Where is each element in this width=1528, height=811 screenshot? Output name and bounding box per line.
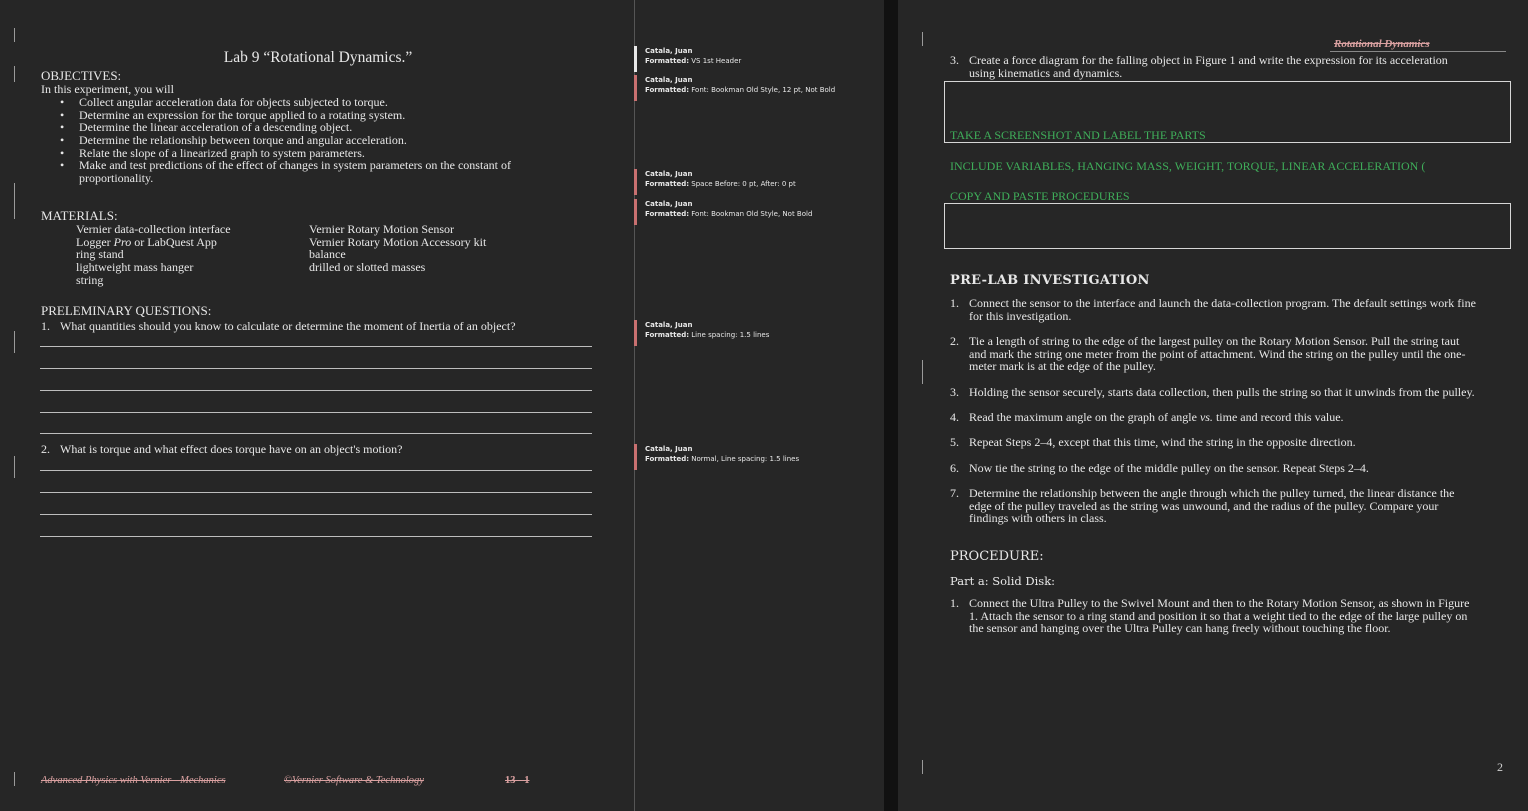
material-item: drilled or slotted masses bbox=[309, 260, 426, 274]
page-number: 2 bbox=[1497, 760, 1503, 774]
material-item: Vernier data-collection interface bbox=[76, 222, 231, 236]
answer-box[interactable] bbox=[944, 203, 1511, 249]
question-number: 2. bbox=[41, 442, 50, 456]
instruction-note: COPY AND PASTE PROCEDURES bbox=[950, 189, 1130, 203]
objective-item: Determine the relationship between torque and angular acceleration. bbox=[79, 133, 407, 147]
material-item: Vernier Rotary Motion Accessory kit bbox=[309, 235, 487, 249]
formatting-balloon[interactable] bbox=[634, 169, 874, 195]
objective-item: Collect angular acceleration data for objects subjected to torque. bbox=[79, 95, 388, 109]
list-item: Connect the sensor to the interface and launch the data-collection program. The default settings work fine for this investigation. bbox=[969, 296, 1476, 323]
list-number: 3. bbox=[950, 53, 959, 67]
formatting-balloon[interactable] bbox=[634, 46, 874, 72]
objective-item: Relate the slope of a linearized graph to system parameters. bbox=[79, 146, 365, 160]
page-corner-mark bbox=[922, 32, 923, 46]
balloon-detail: Formatted: VS 1st Header bbox=[645, 57, 742, 65]
change-bar bbox=[14, 456, 15, 478]
list-number: 7. bbox=[950, 486, 959, 500]
list-number: 2. bbox=[950, 334, 959, 348]
page-corner-mark bbox=[14, 28, 15, 42]
balloon-author: Catala, Juan bbox=[645, 200, 693, 208]
formatting-balloon[interactable] bbox=[634, 199, 874, 225]
objectives-heading: OBJECTIVES: bbox=[41, 68, 122, 83]
answer-line[interactable] bbox=[40, 536, 592, 537]
answer-line[interactable] bbox=[40, 390, 592, 391]
objective-item: proportionality. bbox=[79, 171, 154, 185]
answer-line[interactable] bbox=[40, 412, 592, 413]
balloon-detail: Formatted: Normal, Line spacing: 1.5 lines bbox=[645, 455, 800, 463]
prelab-heading: PRE-LAB INVESTIGATION bbox=[950, 273, 1150, 288]
material-item: lightweight mass hanger bbox=[76, 260, 194, 274]
list-number: 6. bbox=[950, 461, 959, 475]
balloon-detail: Formatted: Font: Bookman Old Style, Not Bold bbox=[645, 210, 813, 218]
objectives-intro: In this experiment, you will bbox=[41, 82, 174, 96]
list-number: 5. bbox=[950, 435, 959, 449]
objective-item: Determine an expression for the torque applied to a rotating system. bbox=[79, 108, 406, 122]
list-item: Now tie the string to the edge of the middle pulley on the sensor. Repeat Steps 2–4. bbox=[969, 461, 1369, 475]
page-corner-mark bbox=[922, 760, 923, 774]
objective-item: Determine the linear acceleration of a descending object. bbox=[79, 120, 353, 134]
instruction-note: TAKE A SCREENSHOT AND LABEL THE PARTS bbox=[950, 128, 1206, 142]
list-number: 1. bbox=[950, 296, 959, 310]
balloon-author: Catala, Juan bbox=[645, 445, 693, 453]
bullet-icon: • bbox=[60, 146, 65, 160]
list-item: Repeat Steps 2–4, except that this time, wind the string in the opposite direction. bbox=[969, 435, 1356, 449]
question-number: 1. bbox=[41, 319, 50, 333]
materials-heading: MATERIALS: bbox=[41, 208, 118, 223]
footer-copyright: ©Vernier Software & Technology bbox=[284, 775, 424, 786]
question-1: What quantities should you know to calculate or determine the moment of Inertia of an object? bbox=[60, 319, 516, 333]
preliminary-questions-heading: PRELEMINARY QUESTIONS: bbox=[41, 303, 212, 318]
list-item: Connect the Ultra Pulley to the Swivel Mount and then to the Rotary Motion Sensor, as shown in Figure 1. Attach the sensor to a ring stand and position it so that a weight tied to the edge of the large pulley on the sensor and hanging over the Ultra Pulley can hang freely without touching the floor. bbox=[969, 596, 1470, 636]
markup-balloon-pane bbox=[634, 0, 884, 811]
change-bar bbox=[14, 183, 15, 219]
list-number: 4. bbox=[950, 410, 959, 424]
bullet-icon: • bbox=[60, 120, 65, 134]
answer-line[interactable] bbox=[40, 514, 592, 515]
material-item: string bbox=[76, 273, 104, 287]
part-a-heading: Part a: Solid Disk: bbox=[950, 574, 1056, 588]
balloon-author: Catala, Juan bbox=[645, 47, 693, 55]
material-item: balance bbox=[309, 247, 346, 261]
balloon-detail: Formatted: Font: Bookman Old Style, 12 pt, Not Bold bbox=[645, 86, 836, 94]
material-item: ring stand bbox=[76, 247, 124, 261]
objective-item: Make and test predictions of the effect of changes in system parameters on the constant of bbox=[79, 158, 511, 172]
question-2: What is torque and what effect does torque have on an object's motion? bbox=[60, 442, 403, 456]
footer-page-number: 13 - 1 bbox=[505, 775, 530, 786]
list-item: Determine the relationship between the angle through which the pulley turned, the linear distance the edge of the pulley traveled as the string was unwound, and the radius of the pulley. Compare your findings with others in class. bbox=[969, 486, 1455, 526]
bullet-icon: • bbox=[60, 108, 65, 122]
page-corner-mark bbox=[14, 772, 15, 786]
footer-title: Advanced Physics with Vernier - Mechanics bbox=[41, 775, 226, 786]
change-bar bbox=[922, 360, 923, 384]
material-item: Logger Pro or LabQuest App bbox=[76, 235, 217, 249]
bullet-icon: • bbox=[60, 158, 65, 172]
formatting-balloon[interactable] bbox=[634, 75, 874, 101]
formatting-balloon[interactable] bbox=[634, 444, 874, 470]
balloon-author: Catala, Juan bbox=[645, 76, 693, 84]
list-item: Read the maximum angle on the graph of angle vs. time and record this value. bbox=[969, 410, 1344, 424]
change-bar bbox=[14, 66, 15, 82]
list-number: 3. bbox=[950, 385, 959, 399]
balloon-author: Catala, Juan bbox=[645, 170, 693, 178]
procedure-heading: PROCEDURE: bbox=[950, 549, 1044, 564]
list-item: Holding the sensor securely, starts data collection, then pulls the string so that it unwinds from the pulley. bbox=[969, 385, 1475, 399]
bullet-icon: • bbox=[60, 95, 65, 109]
answer-line[interactable] bbox=[40, 346, 592, 347]
balloon-detail: Formatted: Line spacing: 1.5 lines bbox=[645, 331, 770, 339]
instruction-note: INCLUDE VARIABLES, HANGING MASS, WEIGHT, TORQUE, LINEAR ACCELERATION ( bbox=[950, 159, 1426, 173]
bullet-icon: • bbox=[60, 133, 65, 147]
header-rule bbox=[1330, 51, 1506, 52]
balloon-author: Catala, Juan bbox=[645, 321, 693, 329]
lab-title: Lab 9 “Rotational Dynamics.” bbox=[223, 49, 413, 66]
page-gap bbox=[884, 0, 898, 811]
list-item: Tie a length of string to the edge of the largest pulley on the Rotary Motion Sensor. Pull the string taut and mark the string one meter from the point of attachment. Wind the string on the pulley until the one- meter mark is at the edge of the pulley. bbox=[969, 334, 1466, 374]
balloon-detail: Formatted: Space Before: 0 pt, After: 0 pt bbox=[645, 180, 796, 188]
answer-line[interactable] bbox=[40, 433, 592, 434]
formatting-balloon[interactable] bbox=[634, 320, 874, 346]
answer-line[interactable] bbox=[40, 470, 592, 471]
list-item: Create a force diagram for the falling object in Figure 1 and write the expression for its acceleration using kinematics and dynamics. bbox=[969, 53, 1448, 80]
answer-line[interactable] bbox=[40, 368, 592, 369]
change-bar bbox=[14, 331, 15, 353]
answer-line[interactable] bbox=[40, 492, 592, 493]
list-number: 1. bbox=[950, 596, 959, 610]
material-item: Vernier Rotary Motion Sensor bbox=[309, 222, 454, 236]
running-header: Rotational Dynamics bbox=[1334, 38, 1430, 50]
